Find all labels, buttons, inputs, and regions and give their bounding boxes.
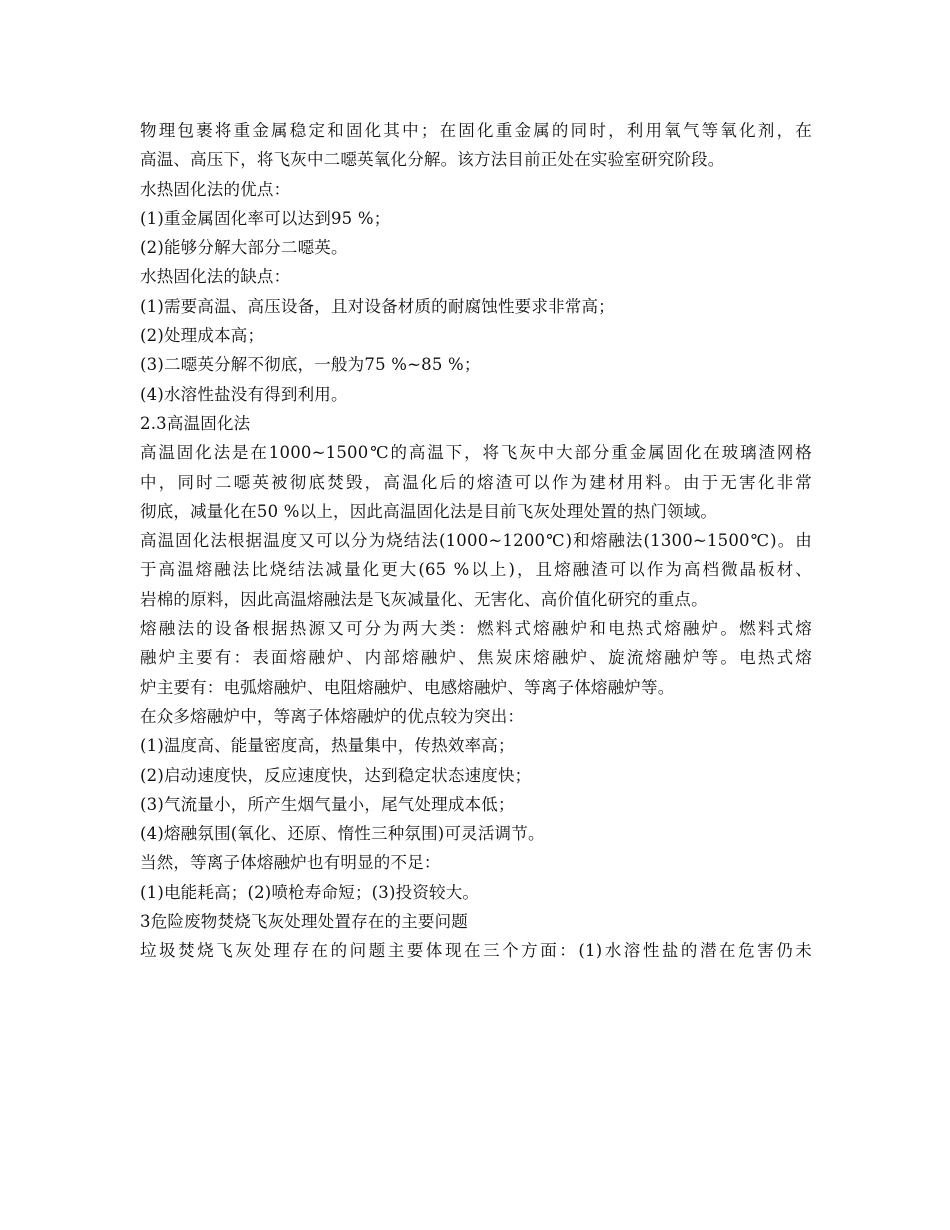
document-page bbox=[140, 116, 812, 966]
text-line: 于高温熔融法比烧结法减量化更大(65 %以上)，且熔融渣可以作为高档微晶板材、 bbox=[140, 560, 812, 580]
text-line: (4)熔融氛围(氧化、还原、惰性三种氛围)可灵活调节。 bbox=[140, 824, 545, 844]
text-line: 物理包裹将重金属稳定和固化其中；在固化重金属的同时，利用氧气等氧化剂，在 bbox=[140, 121, 812, 140]
text-line: (2)启动速度快，反应速度快，达到稳定状态速度快； bbox=[140, 765, 532, 785]
text-line: 炉主要有：电弧熔融炉、电阻熔融炉、电感熔融炉、等离子体熔融炉等。 bbox=[140, 677, 675, 697]
text-line: 垃圾焚烧飞灰处理存在的问题主要体现在三个方面：(1)水溶性盐的潜在危害仍未 bbox=[140, 941, 812, 961]
text-line: 岩棉的原料，因此高温熔融法是飞灰减量化、无害化、高价值化研究的重点。 bbox=[140, 589, 708, 609]
text-line: 3危险废物焚烧飞灰处理处置存在的主要问题 bbox=[140, 912, 468, 932]
text-line: (1)需要高温、高压设备，且对设备材质的耐腐蚀性要求非常高； bbox=[140, 296, 615, 316]
text-line: 中，同时二噁英被彻底焚毁，高温化后的熔渣可以作为建材用料。由于无害化非常 bbox=[140, 472, 812, 492]
text-line: (1)重金属固化率可以达到95 %； bbox=[140, 208, 391, 228]
text-line: 当然，等离子体熔融炉也有明显的不足： bbox=[140, 853, 441, 873]
document-body bbox=[140, 116, 812, 966]
text-line: (2)能够分解大部分二噁英。 bbox=[140, 238, 348, 258]
text-line: (1)温度高、能量密度高，热量集中，传热效率高； bbox=[140, 736, 515, 756]
text-line: 熔融法的设备根据热源又可分为两大类：燃料式熔融炉和电热式熔融炉。燃料式熔 bbox=[140, 619, 812, 639]
text-line: (2)处理成本高； bbox=[140, 326, 265, 346]
text-line: 高温固化法根据温度又可以分为烧结法(1000~1200℃)和熔融法(1300~1500℃)。由 bbox=[140, 531, 812, 551]
text-line: 2.3高温固化法 bbox=[140, 413, 251, 433]
text-line: 水热固化法的优点： bbox=[140, 179, 291, 199]
text-line: (3)气流量小，所产生烟气量小，尾气处理成本低； bbox=[140, 794, 515, 814]
text-line: 彻底，减量化在50 %以上，因此高温固化法是目前飞灰处理处置的热门领域。 bbox=[140, 501, 718, 521]
text-line: (1)电能耗高；(2)喷枪寿命短；(3)投资较大。 bbox=[140, 882, 480, 902]
text-line: 在众多熔融炉中，等离子体熔融炉的优点较为突出： bbox=[140, 706, 525, 726]
text-line: (3)二噁英分解不彻底，一般为75 %~85 %； bbox=[140, 355, 481, 375]
text-line: 水热固化法的缺点： bbox=[140, 267, 291, 287]
text-line: 高温、高压下，将飞灰中二噁英氧化分解。该方法目前正处在实验室研究阶段。 bbox=[140, 150, 725, 170]
text-line: 高温固化法是在1000~1500℃的高温下，将飞灰中大部分重金属固化在玻璃渣网格 bbox=[140, 443, 812, 463]
text-line: 融炉主要有：表面熔融炉、内部熔融炉、焦炭床熔融炉、旋流熔融炉等。电热式熔 bbox=[140, 648, 812, 668]
text-line: (4)水溶性盐没有得到利用。 bbox=[140, 384, 348, 404]
